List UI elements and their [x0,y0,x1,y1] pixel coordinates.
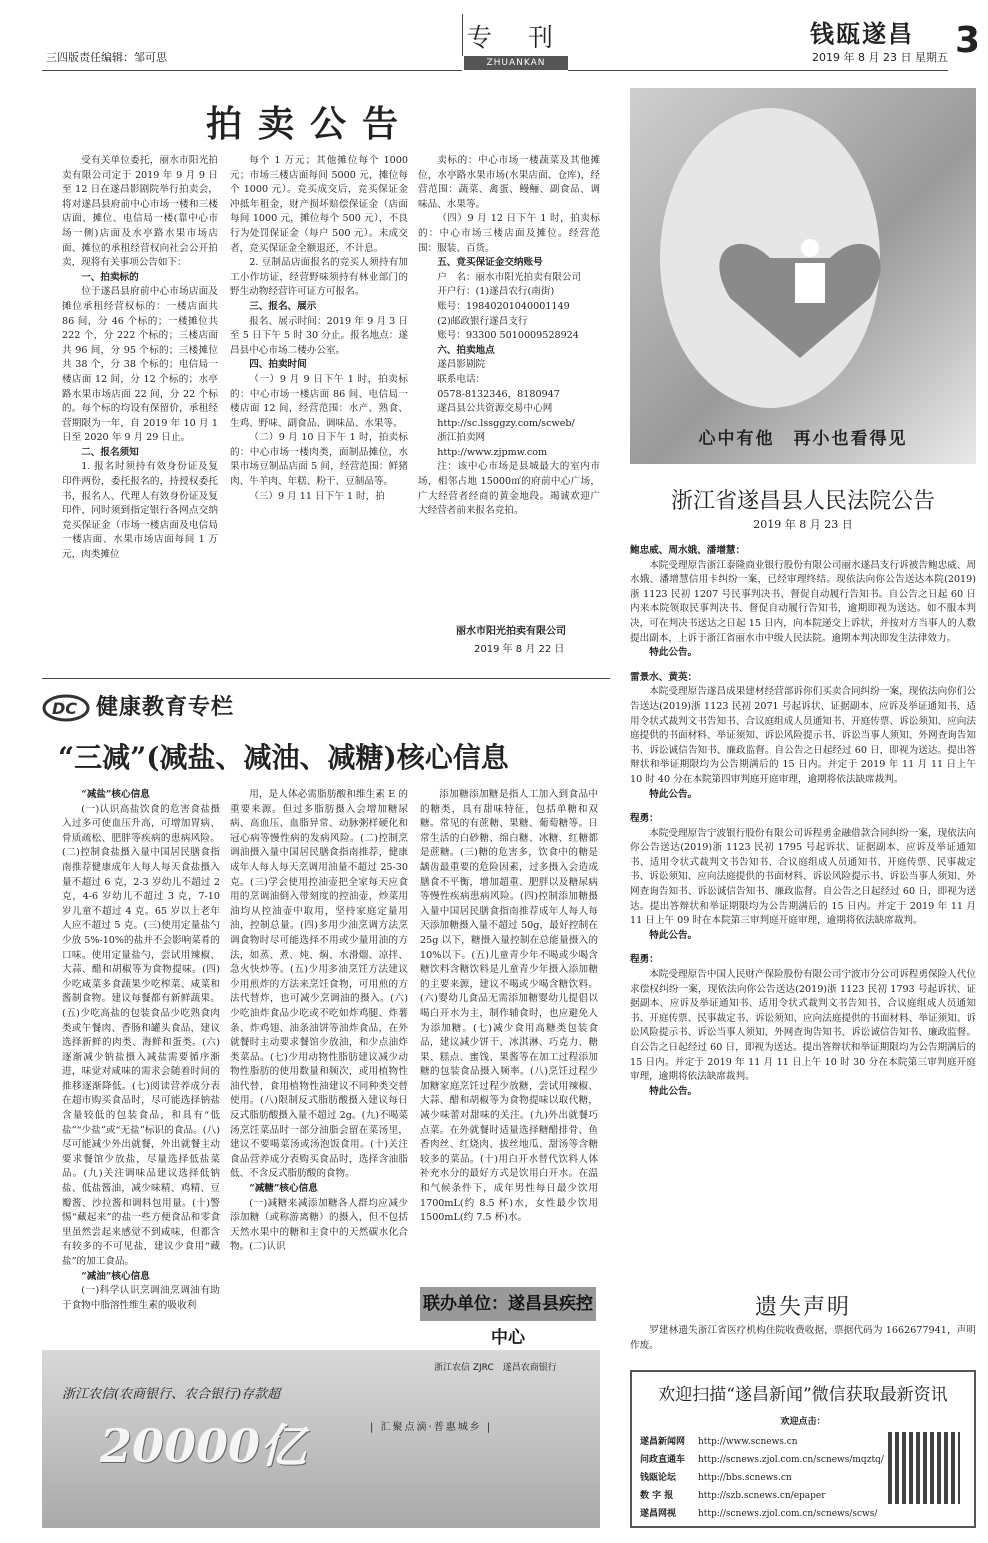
header-rule-left [42,70,462,71]
website-url[interactable]: http://bbs.scnews.cn [698,1473,792,1483]
auction-sign-date: 2019 年 8 月 22 日 [474,644,565,655]
court-notice-item [630,671,976,802]
wechat-promo-title: 欢迎扫描“遂昌新闻”微信获取最新资讯 [658,1385,948,1405]
page-number: 3 [955,20,981,61]
paragraph: (一)减糖来减添加糖各人群均应减少添加糖（或称游离糖）的摄入，但不包括天然水果中的糖和主食中的天然碳水化合物。(二)认识 [230,1197,408,1253]
court-notice-closing: 特此公告。 [649,1085,698,1097]
paragraph: 用，是人体必需脂肪酸和维生素 E 的重要来源。但过多脂肪摄入会增加糖尿病、高血压、血脂异常、动脉粥样硬化和冠心病等慢性病的发病风险。(二)控制烹调油摄入量中国居民膳食指南推荐，健康成年人每人每天烹调用油量不超过 25-30 克。(三)学会使用控油壶把全家每天应食用的烹调油倒入带刻度的控油壶，炒菜用油均从控油壶中取用，坚持家庭定量用油，控制总量。(四)多用少油烹调方法烹调食物时尽可能选择不用或少量用油的方法，如蒸、煮、炖、焖、水滑熘、凉拌、急火快炒等。(五)少用多油烹饪方法建议少用煎炸的方法来烹饪食物，可用煎的方法代替炸，也可减少烹调油的摄入。(六)少吃油炸食品少吃或不吃如炸鸡腿、炸薯条、炸鸡翅、油条油饼等油炸食品，在外就餐时主动要求餐馆少放油，和少点油炸类菜品。(七)少用动物性脂肪建议减少动物性脂肪的使用数量和频次，或用植物性油代替，食用植物性油建议不同种类交替使用。(八)限制反式脂肪酸摄入建议每日反式脂肪酸摄入量不超过 2g。(九)不喝菜汤烹饪菜品时一部分油脂会留在菜汤里，建议不要喝菜汤或汤泡饭食用。(十)关注食品营养成分表购买食品时，选择含油脂低、不含反式脂肪酸的食物。 [230,789,408,1180]
paragraph: 0578-8132346，8180947 [437,388,560,400]
website-link-row[interactable] [640,1488,826,1501]
paragraph: http://sc.lssggzy.com/scweb/ [437,417,575,429]
website-url[interactable]: http://szb.scnews.cn/epaper [698,1491,826,1501]
paragraph: 浙江拍卖网 [437,432,486,444]
bank-logos: 浙江农信 ZJRC 遂昌农商银行 [434,1363,557,1373]
subheading: 三、报名、展示 [249,300,317,312]
bank-tagline: | 汇聚点滴·普惠城乡 | [370,1422,493,1433]
issue-date: 2019 年 8 月 23 日 星期五 [812,51,948,64]
auction-signature: 丽水市阳光拍卖有限公司 [456,626,566,637]
section-title: 专 刊 [467,23,567,52]
bank-figure: 20000亿 [100,1419,307,1473]
paragraph: 添加糖添加糖是指人工加入到食品中的糖类，具有甜味特征，包括单糖和双糖。常见的有蔗糖、果糖、葡萄糖等。日常生活的白砂糖、绵白糖、冰糖、红糖都是蔗糖。(三)糖的危害多，饮食中的糖是龋齿最重要的危险因素，过多摄入会造成膳食不平衡，增加超重、肥胖以及糖尿病等慢性疾病患病风险。(四)控制添加糖摄入量中国居民膳食指南推荐成年人每人每天添加糖摄入量不超过 50g，最好控制在 25g 以下，糖摄入量控制在总能量摄入的 10%以下。(五)儿童青少年不喝或少喝含糖饮料含糖饮料是儿童青少年摄入添加糖的主要来源，建议不喝或少喝含糖饮料。(六)婴幼儿食品无需添加糖婴幼儿提倡以喝白开水为主，制作辅食时，也应避免人为添加糖。(七)减少食用高糖类包装食品，建议减少饼干、冰淇淋、巧克力、糖果、糕点、蜜饯、果酱等在加工过程添加糖的包装食品摄入频率。(八)烹饪过程少加糖家庭烹饪过程少放糖，尝试用辣椒、大蒜、醋和胡椒等为食物提味以取代糖，减少味蕾对甜味的关注。(九)外出就餐巧点菜。在外就餐时适量选择糖醋排骨、鱼香肉丝、红烧肉、拔丝地瓜、甜汤等含糖较多的菜品。(十)用白开水替代饮料人体补充水分的最好方式是饮用白开水。在温和气候条件下，成年男性每日最少饮用 1700mL(约 8.5 杯)水，女性最少饮用 1500mL(约 7.5 杯)水。 [420,789,598,1224]
paragraph: 开户行：(1)遂昌农行(南街) [437,286,555,298]
health-title: “三减”(减盐、减油、减糖)核心信息 [58,741,509,774]
court-notice-closing: 特此公告。 [649,647,698,659]
paragraph: 每个 1 万元；其他摊位每个 1000 元；市场三楼店面每间 5000 元，摊位每个 1000 元）。竞买成交后，竞买保证金冲抵年租金，财产损坏赔偿保证金（店面每间 1000 元，摊位每个 500 元），不良行为处罚保证金（每户 500 元）。未成交者，竞买保证金全额退还，不计息。 [230,155,408,254]
court-notice-item [630,953,976,1099]
website-link-row[interactable] [640,1506,877,1519]
court-notice-body: 本院受理原告中国人民财产保险股份有限公司宁波市分公司诉程勇保险人代位求偿权纠纷一案，现依法向你公告送达(2019)浙 1123 民初 1793 号起诉状、证据副本、应诉及举证通知书、适用令状式裁判文书告知书、合议庭组成人员通知书、开庭传票、民事裁定书、诉讼须知、应向法庭提供的书面材料、举证须知、诉讼风险提示书、诉讼当事人须知、外网查询告知书、诉讼诚信告知书、廉政监督。自公告之日起经过 60 日，即视为送达。提出答辩状和举证期限均为公告期满后的 15 日内。并定于 2019 年 11 月 11 日上午 10 时 30 分在本院第三审判庭开庭审理，逾期将依法缺席裁判。 [630,969,976,1083]
paragraph: 注：该中心市场是县城最大的室内市场，相邻占地 15000㎡的府前中心广场，广大经营者经商的黄金地段。竭诚欢迎广大经营者前来报名竞拍。 [418,461,600,517]
section-title-en: ZHUANKAN [464,56,568,70]
auction-column-2 [230,154,408,674]
co-organizer-label: 联办单位：遂昌县疾控中心 [420,1287,596,1321]
header-divider [462,14,463,56]
subheading: 四、拍卖时间 [249,359,307,371]
website-url[interactable]: http://scnews.zjol.com.cn/scnews/mqztq/ [698,1455,884,1465]
paragraph: 受有关单位委托，丽水市阳光拍卖有限公司定于 2019 年 9 月 9 日至 12 日在遂昌影剧院举行拍卖会，将对遂昌县府前中心市场一楼和三楼店面、摊位、电信局一楼(靠中心市场一侧)店面及水亭路水果市场店面、摊位的承租经营权向社会公开拍卖，现将有关事项公告如下： [62,155,218,269]
auction-column-1 [62,154,218,674]
lost-notice-body: 罗建林遗失浙江省医疗机构住院收费收据，票据代码为 1662677941，声明作废。 [630,1325,976,1351]
court-notice-item [630,544,976,661]
court-party-names: 程勇： [630,813,659,825]
website-name: 钱瓯论坛 [640,1473,677,1483]
paragraph: （一）9 月 9 日下午 1 时，拍卖标的：中心市场一楼店面 86 间、电信局一楼店面 12 间，经营范围：水产、熟食、生鸡、野味、副食品、调味品、水果等。 [230,373,408,429]
subheading: “减油”核心信息 [81,1270,150,1282]
court-notice-body: 本院受理原告宁波银行股份有限公司诉程勇金融借款合同纠纷一案，现依法向你公告送达(2019)浙 1123 民初 1795 号起诉状、证据副本、应诉及举证通知书、适用令状式裁判文书告知书、合议庭组成人员通知书、开庭传票、民事裁定书、诉讼须知、应向法庭提供的书面材料、诉讼风险提示书、诉讼当事人须知、外网查询告知书、诉讼诚信告知书、廉政监督。自公告之日起经过 60 日，即视为送达。提出答辩状和举证期限均为公告期满后的 15 日内。并定于 2019 年 11 月 11 日上午 09 时在本院第三审判庭开庭审理，逾期将依法缺席裁判。 [630,827,976,927]
website-name: 遂昌网视 [640,1509,677,1519]
website-url[interactable]: http://scnews.zjol.com.cn/scnews/scws/ [698,1509,878,1519]
court-notice-body: 本院受理原告浙江泰隆商业银行股份有限公司丽水遂昌支行诉被告鲍忠威、周水娥、潘增慧信用卡纠纷一案，已经审理终结。现依法向你公告送达本院(2019)浙 1123 民初 1207 号民事判决书、督促自动履行告知书。自公告之日起 60 日内来本院领取民事判决书、督促自动履行告知书，逾期即视为送达。如不服本判决，可在判决书送达之日起 15 日内，向本院递交上诉状，并按对方当事人的人数提出副本，上诉于浙江省丽水市中级人民法院。逾期本判决即发生法律效力。 [630,559,976,644]
paragraph: （四）9 月 12 日下午 1 时，拍卖标的：中心市场三楼店面及摊位。经营范围：服装、百货。 [418,213,600,254]
subheading: 五、竞买保证金交纳账号 [437,257,543,269]
subheading: 一、拍卖标的 [81,271,139,283]
health-column-3 [420,788,598,1284]
paragraph: http://www.zjpmw.com [437,446,548,458]
paragraph: 2. 豆制品店面报名的竞买人须持有加工小作坊证，经营野味须持有林业部门的野生动物经营许可证方可报名。 [230,257,408,298]
header-rule-right [568,70,948,71]
lost-notice-title: 遗失声明 [754,1295,851,1320]
website-name: 遂昌新闻网 [640,1437,686,1447]
website-link-row[interactable] [640,1434,798,1447]
subheading: “减盐”核心信息 [81,789,150,800]
paragraph: 户 名：丽水市阳光拍卖有限公司 [437,271,582,283]
paragraph: 遂昌县公共资源交易中心网 [437,403,553,415]
court-party-names: 雷景水、黄英： [630,671,698,683]
paragraph: (2)邮政银行遂昌支行 [437,315,528,327]
paragraph: 报名、展示时间：2019 年 9 月 3 日至 5 日下午 5 时 30 分止。报名地点：遂昌县中心市场二楼办公室。 [230,315,408,356]
paragraph: （三）9 月 11 日下午 1 时，拍 [249,490,385,502]
paragraph: 卖标的：中心市场一楼蔬菜及其他摊位，水亭路水果市场(水果店面、仓库)，经营范围：蔬菜、禽蛋、鳗鲡、副食品、调味品、水果等。 [418,155,600,210]
court-notice-closing: 特此公告。 [649,788,698,800]
qr-code-icon [888,1432,960,1504]
paragraph: (一)认识高盐饮食的危害食盐摄入过多可使血压升高，可增加胃病、骨质疏松、肥胖等疾病的患病风险。(二)控制食盐摄入量中国居民膳食指南推荐健康成年人每人每天食盐摄入量不超过 6 克，2-3 岁幼儿不超过 2 克，4-6 岁幼儿不超过 3 克，7-10 岁儿童不超过 4 克。65 岁以上老年人应不超过 5 克。(三)使用定量盐勺少放 5%-10%的盐并不会影响菜肴的口味。使用定量盐勺，尝试用辣椒、大蒜、醋和胡椒等为食物提味。(四)少吃咸菜多食蔬果少吃榨菜、咸菜和酱制食物。建议每餐都有新鲜蔬果。(五)少吃高盐的包装食品少吃熟食肉类或午餐肉、香肠和罐头食品，建议选择新鲜的肉类、海鲜和蛋类。(六)逐渐减少钠盐摄入减盐需要循序渐进，味觉对咸味的需求会随着时间的推移逐渐降低。(七)阅读营养成分表在超市购买食品时，尽可能选择钠盐含量较低的包装食品，和具有“低盐”“少盐”或“无盐”标识的食品。(八)尽可能减少外出就餐，外出就餐主动要求餐馆少放盐，尽量选择低盐菜品。(九)关注调味品建议选择低钠盐、低盐酱油，减少味精、鸡精、豆瓣酱、沙拉酱和调料包用量。(十)警惕“藏起来”的盐一些方便食品和零食里虽然尝起来感觉不到咸味，但都含有较多的不可见盐，建议少食用“藏盐”的加工食品。 [62,803,220,1267]
court-notice-item [630,812,976,943]
ad-caption: 心中有他 再小也看得见 [698,429,908,449]
newspaper-logo: 钱瓯遂昌 [810,19,914,48]
paragraph: 账号：93300 5010009528924 [437,330,579,342]
paragraph: （二）9 月 10 日下午 1 时，拍卖标的：中心市场一楼肉类，面制品摊位，水果市场豆制品店面 5 间，经营范围：鲜猪肉、牛羊肉、年糕、粉干、豆制品等。 [230,432,408,488]
website-name: 数 字 报 [640,1491,674,1501]
website-url[interactable]: http://www.scnews.cn [698,1437,798,1447]
court-party-names: 鲍忠威、周水娥、潘增慧： [630,545,746,556]
subheading: 二、报名须知 [81,446,139,458]
links-label: 欢迎点击： [780,1417,826,1427]
court-notice-body: 本院受理原告遂昌成果建材经营部诉你们买卖合同纠纷一案，现依法向你们公告送达(2019)浙 1123 民初 2071 号起诉状、证据副本、应诉及举证通知书、适用令状式裁判文书告知书、合议庭组成人员通知书、开庭传票、诉讼须知、应向法庭提供的书面材料、举证须知、诉讼风险提示书、诉讼当事人须知、外网查询告知书、诉讼诚信告知书、廉政监督。自公告之日起经过 60 日，即视为送达。提出答辩状和举证期限均为公告期满后的 15 日内。并定于 2019 年 11 月 11 日上午 10 时 40 分在本院第四审判庭开庭审理，逾期将依法缺席裁判。 [630,686,976,785]
subheading: “减糖”核心信息 [249,1183,318,1195]
court-party-names: 程勇： [630,954,659,966]
cdc-logo-icon [42,688,90,724]
auction-title: 拍卖公告 [205,103,414,145]
subheading: 六、拍卖地点 [437,344,495,356]
website-link-row[interactable] [640,1470,792,1483]
paragraph: (一)科学认识烹调油烹调油有助于食物中脂溶性维生素的吸收利 [62,1285,220,1311]
website-name: 问政直通车 [640,1455,686,1465]
svg-text:DC: DC [52,699,78,718]
court-date: 2019 年 8 月 23 日 [753,518,853,531]
bank-slogan: 浙江农信(农商银行、农合银行)存款超 [62,1387,281,1402]
public-service-ad-image [630,88,976,464]
paragraph: 账号：19840201040001149 [437,300,570,312]
auction-bottom-rule [42,678,610,679]
court-title: 浙江省遂昌县人民法院公告 [670,489,935,514]
website-link-row[interactable] [640,1452,884,1465]
editor-credit: 三四版责任编辑：邹可思 [46,51,167,64]
paragraph: 联系电话： [437,373,486,385]
health-column-2 [230,788,408,1338]
paragraph: 位于遂昌县府前中心市场店面及摊位承租经营权标的：一楼店面共 86 间，分 46 个标的；一楼摊位共 222 个，分 222 个标的；三楼店面共 96 间，分 95 个标的；三楼摊位共 38 个，分 38 个标的；电信局一楼店面 12 间，分 12 个标的；水亭路水果市场店面 22 间，分 22 个标的。每个标的均设有保留价，承租经营期限为一年，自 2019 年 10 月 1 日至 2020 年 9 月 29 日止。 [62,286,218,444]
health-column-banner: 健康教育专栏 [96,694,235,720]
paragraph: 1. 报名时须持有效身份证及复印件两份，委托报名的，持授权委托书，报名人、代理人有效身份证及复印件，同时须到指定银行各网点交纳竞买保证金（市场一楼店面及电信局一楼店面、水果市场店面每间 1 万元，肉类摊位 [62,461,218,561]
paragraph: 遂昌影剧院 [437,359,486,371]
auction-column-3 [418,154,600,594]
court-notices [630,544,976,1274]
court-notice-closing: 特此公告。 [649,929,698,941]
